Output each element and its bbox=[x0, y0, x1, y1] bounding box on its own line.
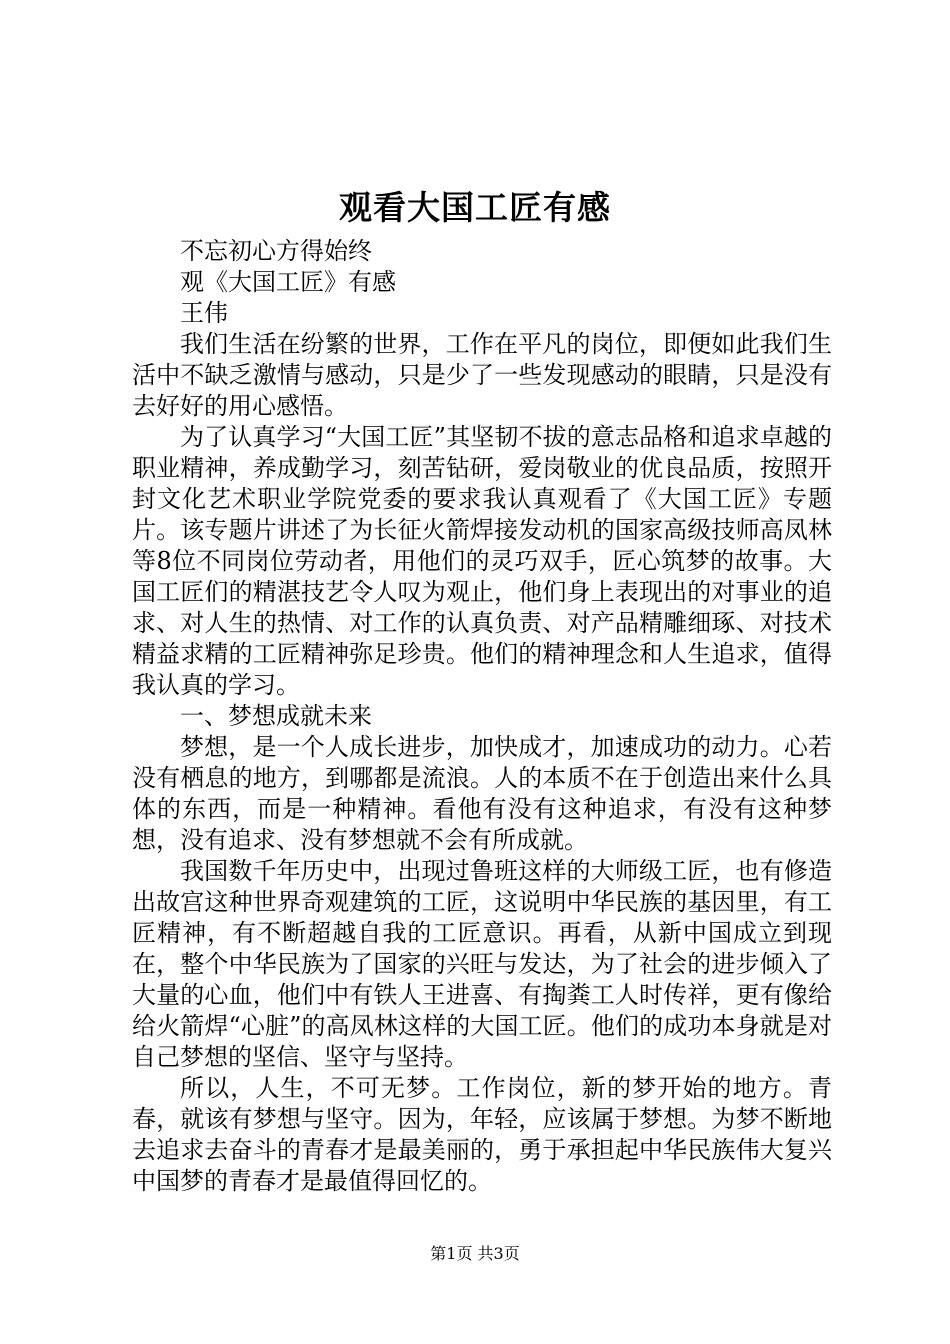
body-paragraph: 梦想，是一个人成长进步，加快成才，加速成功的动力。心若没有栖息的地方，到哪都是流浪。人的本质不在于创造出来什么具体的东西，而是一种精神。看他有没有这种追求，有没有这种梦想，没有追求、没有梦想就不会有所成就。 bbox=[132, 733, 832, 854]
document-title: 观看大国工匠有感 bbox=[339, 188, 611, 227]
subtitle-line: 不忘初心方得始终 bbox=[180, 237, 372, 265]
page-number-footer: 第1页 共3页 bbox=[430, 1244, 520, 1263]
document-body bbox=[132, 236, 832, 1197]
subtitle-line: 观《大国工匠》有感 bbox=[180, 268, 396, 296]
section-heading: 一、梦想成就未来 bbox=[180, 702, 372, 730]
body-paragraph: 所以，人生，不可无梦。工作岗位，新的梦开始的地方。青春，就该有梦想与坚守。因为，年轻，应该属于梦想。为梦不断地去追求去奋斗的青春才是最美丽的，勇于承担起中华民族伟大复兴中国梦的青春才是最值得回忆的。 bbox=[132, 1074, 832, 1195]
author-name: 王伟 bbox=[180, 299, 228, 327]
body-paragraph: 我们生活在纷繁的世界，工作在平凡的岗位，即便如此我们生活中不缺乏激情与感动，只是少了一些发现感动的眼睛，只是没有去好好的用心感悟。 bbox=[132, 330, 832, 420]
body-paragraph: 为了认真学习“大国工匠”其坚韧不拔的意志品格和追求卓越的职业精神，养成勤学习，刻苦钻研，爱岗敬业的优良品质，按照开封文化艺术职业学院党委的要求我认真观看了《大国工匠》专题片。该专题片讲述了为长征火箭焊接发动机的国家高级技师高凤林等8位不同岗位劳动者，用他们的灵巧双手，匠心筑梦的故事。大国工匠们的精湛技艺令人叹为观止，他们身上表现出的对事业的追求、对人生的热情、对工作的认真负责、对产品精雕细琢、对技术精益求精的工匠精神弥足珍贵。他们的精神理念和人生追求，值得我认真的学习。 bbox=[132, 423, 832, 699]
body-paragraph: 我国数千年历史中，出现过鲁班这样的大师级工匠，也有修造出故宫这种世界奇观建筑的工匠，这说明中华民族的基因里，有工匠精神，有不断超越自我的工匠意识。再看，从新中国成立到现在，整个中华民族为了国家的兴旺与发达，为了社会的进步倾入了大量的心血，他们中有铁人王进喜、有掏粪工人时传祥，更有像给给火箭焊“心脏”的高凤林这样的大国工匠。他们的成功本身就是对自己梦想的坚信、坚守与坚持。 bbox=[132, 857, 832, 1071]
